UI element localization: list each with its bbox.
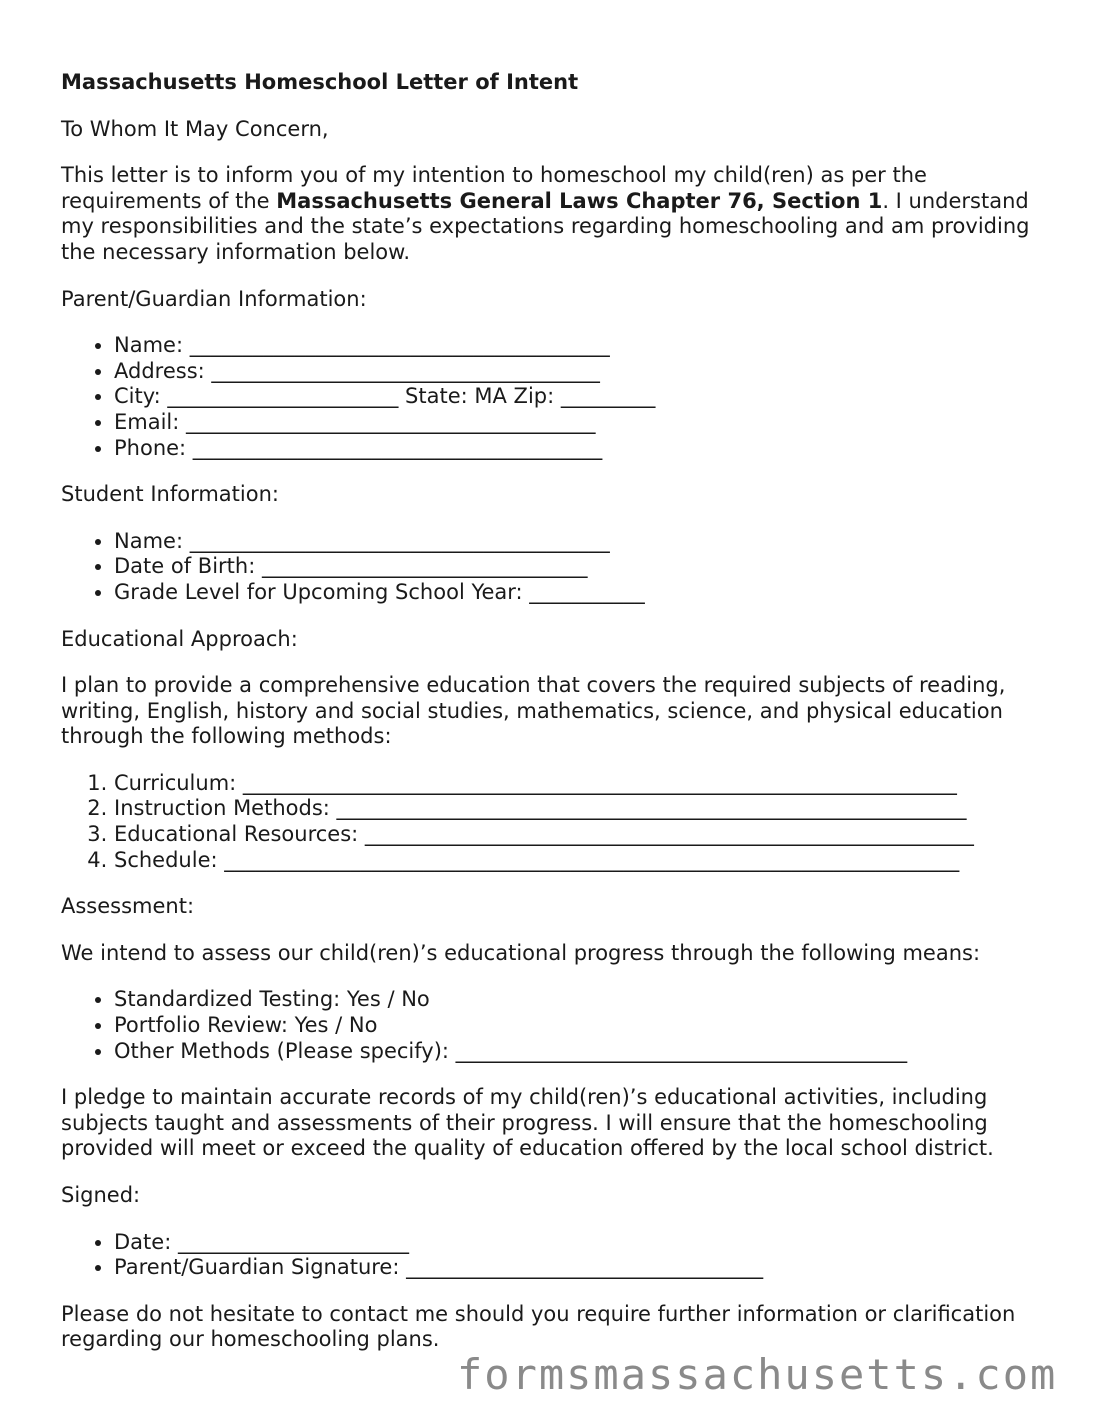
- letter-document: [61, 70, 1051, 1374]
- parent-city-state-zip-field: • City: ______________________ State: MA Zip: _________: [114, 384, 1051, 410]
- intro-paragraph: [61, 163, 1051, 265]
- student-dob-field: • Date of Birth: _______________________________: [114, 554, 1051, 580]
- parent-heading: Parent/Guardian Information:: [61, 286, 367, 311]
- education-methods-list: [61, 771, 1051, 873]
- parent-name-field: • Name: ________________________________________: [114, 333, 1051, 359]
- other-methods-field: • Other Methods (Please specify): ___________________________________________: [114, 1039, 1051, 1065]
- education-paragraph: I plan to provide a comprehensive education that covers the required subjects of reading, writing, English, history and social studies, mathematics, science, and physical education through the following methods:: [61, 673, 1006, 749]
- education-heading: Educational Approach:: [61, 626, 298, 651]
- portfolio-review-option: • Portfolio Review: Yes / No: [114, 1013, 1051, 1039]
- intro-text-after: . I understand my responsibilities and the state’s expectations regarding homeschooling and am providing the necessary information below.: [61, 188, 1030, 264]
- signature-field: • Parent/Guardian Signature: __________________________________: [114, 1255, 1051, 1281]
- parent-phone-field: • Phone: _______________________________________: [114, 436, 1051, 462]
- curriculum-field: 1. Curriculum: ____________________________________________________________________: [114, 771, 1051, 797]
- educational-resources-field: 3. Educational Resources: __________________________________________________________: [114, 822, 1051, 848]
- student-name-field: • Name: ________________________________________: [114, 529, 1051, 555]
- assessment-paragraph: We intend to assess our child(ren)’s educational progress through the following means:: [61, 940, 981, 965]
- standardized-testing-option: • Standardized Testing: Yes / No: [114, 987, 1051, 1013]
- instruction-methods-field: 2. Instruction Methods: ____________________________________________________________: [114, 796, 1051, 822]
- assessment-heading: Assessment:: [61, 894, 195, 919]
- signature-list: [61, 1230, 1051, 1281]
- student-heading: Student Information:: [61, 482, 279, 507]
- watermark: formsmassachusetts.com: [457, 1350, 1058, 1399]
- closing-paragraph: Please do not hesitate to contact me should you require further information or clarification regarding our homeschooling plans.: [61, 1301, 1016, 1352]
- pledge-paragraph: I pledge to maintain accurate records of my child(ren)’s educational activities, including subjects taught and assessments of their progress. I will ensure that the homeschooling provided will meet or exceed the quality of education offered by the local school district.: [61, 1085, 994, 1161]
- assessment-list: [61, 987, 1051, 1064]
- parent-address-field: • Address: _____________________________________: [114, 359, 1051, 385]
- salutation: To Whom It May Concern,: [61, 116, 329, 141]
- intro-text-before: This letter is to inform you of my intention to homeschool my child(ren) as per the requirements of the: [61, 163, 927, 213]
- schedule-field: 4. Schedule: ______________________________________________________________________: [114, 848, 1051, 874]
- page-title: Massachusetts Homeschool Letter of Intent: [61, 70, 579, 94]
- date-field: • Date: ______________________: [114, 1230, 1051, 1256]
- parent-info-list: [61, 333, 1051, 461]
- signed-heading: Signed:: [61, 1183, 141, 1207]
- student-info-list: [61, 529, 1051, 606]
- student-grade-field: • Grade Level for Upcoming School Year: ___________: [114, 580, 1051, 606]
- parent-email-field: • Email: _______________________________________: [114, 410, 1051, 436]
- law-reference: Massachusetts General Laws Chapter 76, Section 1: [276, 188, 883, 213]
